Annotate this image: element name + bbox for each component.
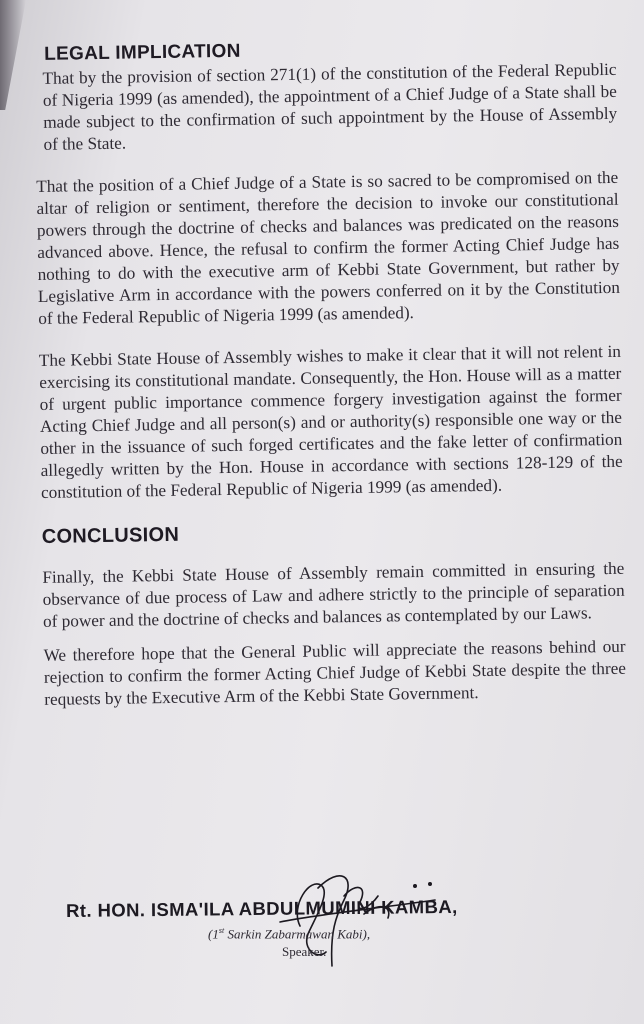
signatory-role: Speaker. xyxy=(282,944,327,959)
document-body xyxy=(34,35,626,711)
page-fold-shadow xyxy=(0,0,26,110)
legal-paragraph-1: That by the provision of section 271(1) of the constitution of the Federal Republic of Nigeria 1999 (as amended), the appointment of a Chief Judge of a State shall be made subject to the confirmation of such appointment by the House of Assembly of the State. xyxy=(42,59,618,154)
signatory-title: (1st Sarkin Zabarmawan Kabi), xyxy=(208,926,371,942)
conclusion-paragraph-2: We therefore hope that the General Public will appreciate the reasons behind our rejection to confirm the former Acting Chief Judge of Kebbi State despite the three requests by the Executive Arm of the Kebbi State Government. xyxy=(43,636,627,709)
conclusion-paragraph-1: Finally, the Kebbi State House of Assembly remain committed in ensuring the observance of due process of Law and adhere strictly to the principle of separation of power and the doctrine of checks and balances as contemplated by our Laws. xyxy=(42,558,625,631)
legal-paragraph-3: The Kebbi State House of Assembly wishes to make it clear that it will not relent in exercising its constitutional mandate. Consequently, the Hon. House will as a matter of urgent public importance commence forgery investigation against the former Acting Chief Judge and all person(s) and or authority(s) responsible one way or the other in the issuance of such forged certificates and the fake letter of confirmation allegedly written by the Hon. House in accordance with sections 128-129 of the constitution of the Federal Republic of Nigeria 1999 (as amended). xyxy=(38,341,623,502)
conclusion-heading: CONCLUSION xyxy=(41,523,180,548)
legal-implication-heading: LEGAL IMPLICATION xyxy=(43,40,241,65)
signature-block xyxy=(60,856,620,1006)
signatory-name: Rt. HON. ISMA'ILA ABDULMUMINI KAMBA, xyxy=(66,895,458,921)
legal-paragraph-2: That the position of a Chief Judge of a State is so sacred to be compromised on the altar of religion or sentiment, therefore the decision to invoke our constitutional powers through the doctrine of checks and balances was predicated on the reasons advanced above. Hence, the refusal to confirm the former Acting Chief Judge has nothing to do with the executive arm of Kebbi State Government, but rather by Legislative Arm in accordance with the powers conferred on it by the Constitution of the Federal Republic of Nigeria 1999 (as amended). xyxy=(36,167,621,328)
